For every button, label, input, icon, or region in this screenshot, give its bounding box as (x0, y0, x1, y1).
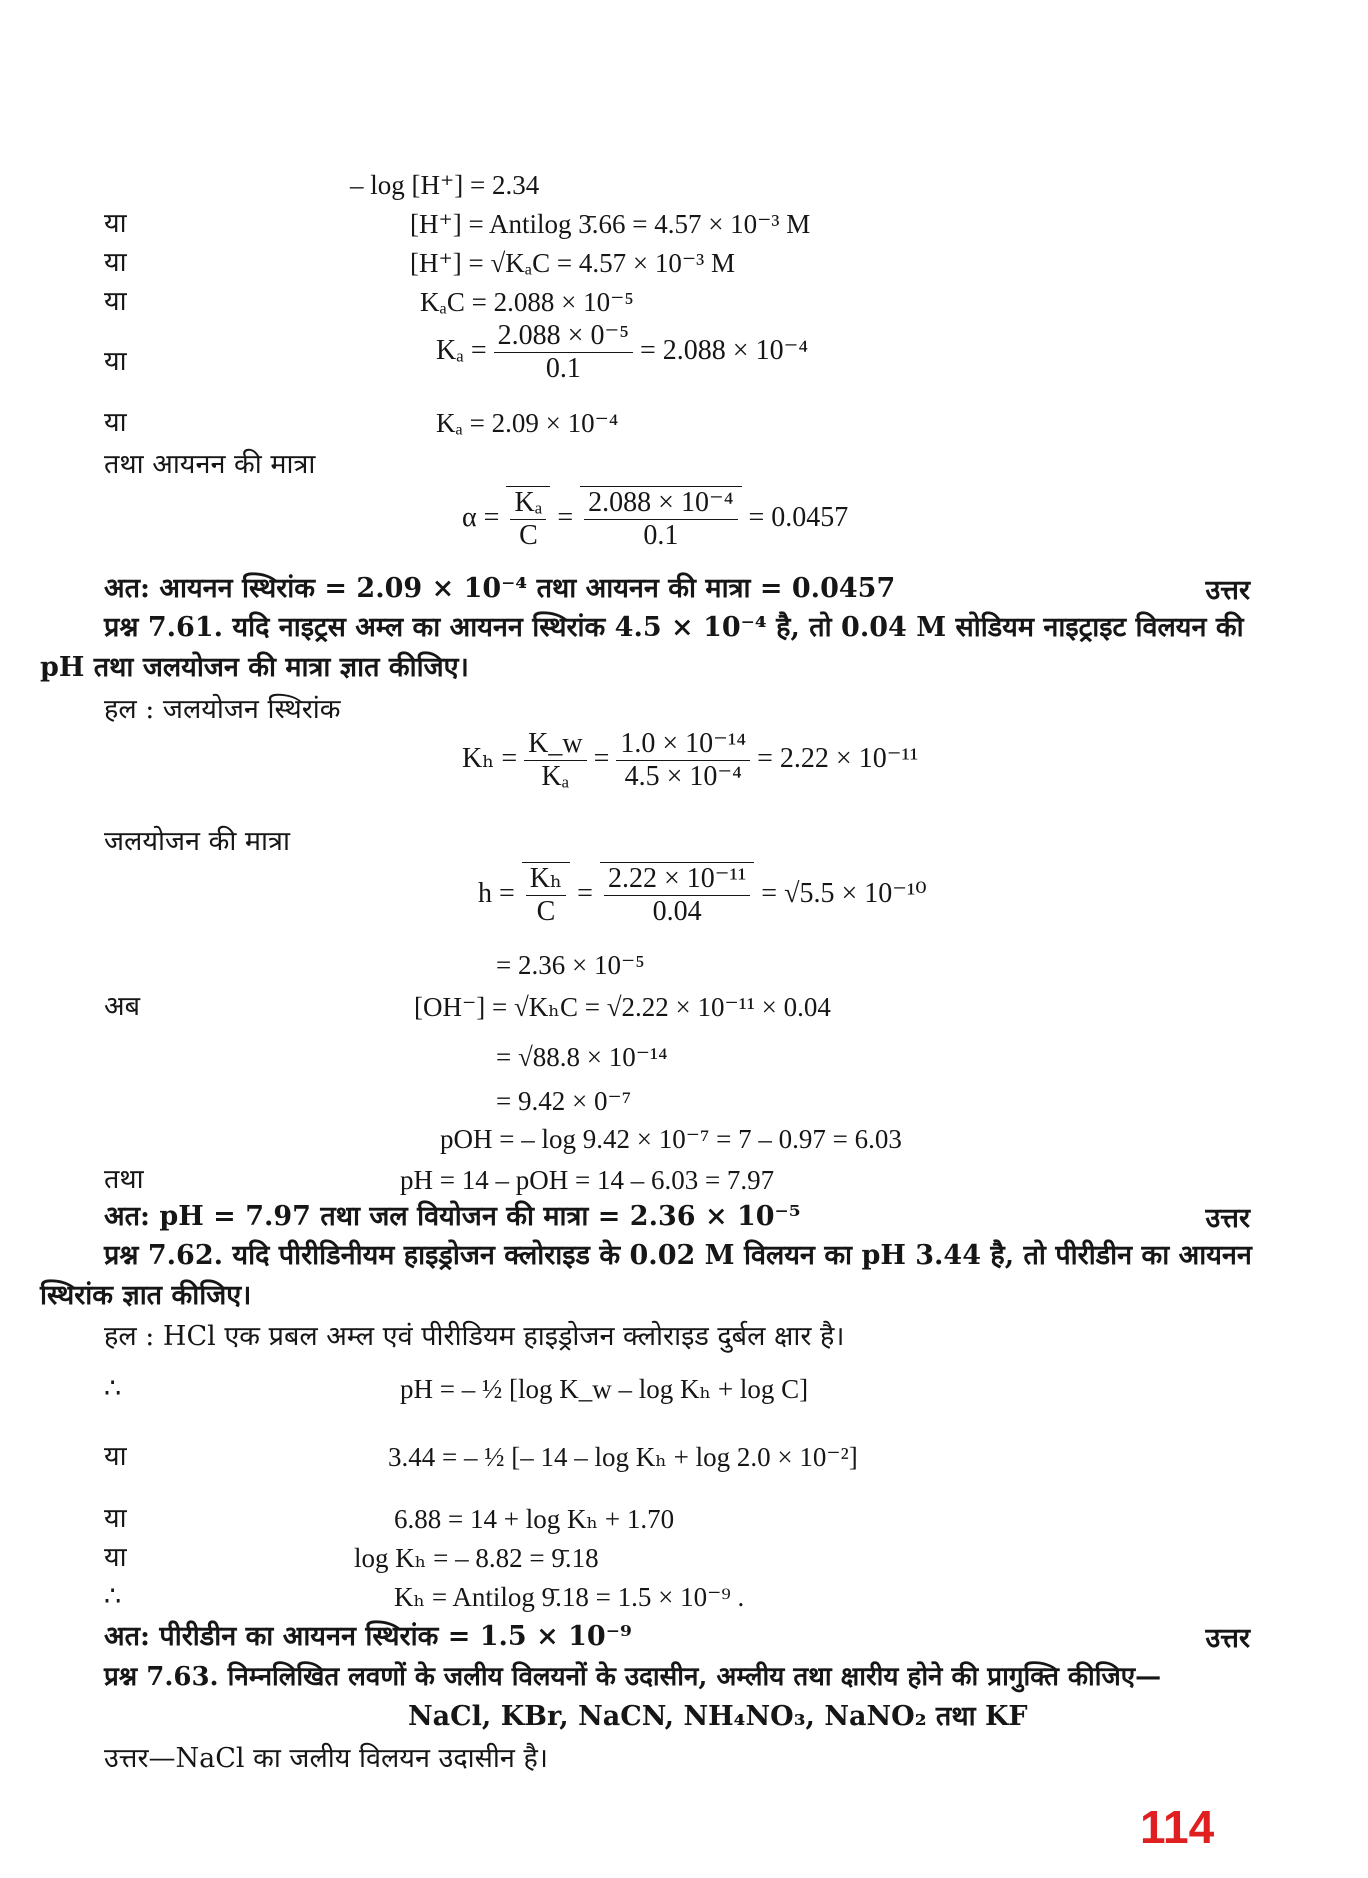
result-ph: अत: pH = 7.97 तथा जल वियोजन की मात्रा = 2.36 × 10⁻⁵ (104, 1201, 801, 1232)
label-ya-4: या (104, 346, 127, 377)
label-ya-6: या (104, 1441, 127, 1472)
label-ya-3: या (104, 286, 127, 317)
result-pyridine-kb: अत: पीरीडीन का आयनन स्थिरांक = 1.5 × 10⁻⁹ (104, 1621, 632, 1652)
equation-kh: Kₕ = $\frac{K\_w}{\text{Kₐ}}$ = $\frac{\text{1.0 × 10⁻¹⁴}}{\text{4.5 × 10⁻⁴}}$ = 2.22 × 10⁻¹¹ (462, 728, 919, 792)
equation-oh-1: [OH⁻] = √KₕC = √2.22 × 10⁻¹¹ × 0.04 (414, 992, 831, 1022)
answer-label-3: उत्तर (1205, 1623, 1250, 1654)
salts-list: NaCl, KBr, NaCN, NH₄NO₃, NaNO₂ तथा KF (408, 1701, 1028, 1732)
question-7-61: प्रश्न 7.61. यदि नाइट्रस अम्ल का आयनन स्थिरांक 4.5 × 10⁻⁴ है, तो 0.04 M सोडियम नाइट्राइट विलयन की pH तथा जलयोजन की मात्रा ज्ञात कीजिए। (40, 612, 1244, 683)
equation-ka-value: Kₐ = 2.09 × 10⁻⁴ (436, 408, 619, 438)
label-ya-2: या (104, 247, 127, 278)
equation-h-sqrt: [H⁺] = √KₐC = 4.57 × 10⁻³ M (410, 248, 735, 278)
label-tatha: तथा (104, 1164, 144, 1195)
answer-label-1: उत्तर (1205, 575, 1250, 606)
ionization-degree-label: तथा आयनन की मात्रा (104, 449, 316, 480)
label-therefore-2: ∴ (104, 1581, 122, 1612)
label-therefore-1: ∴ (104, 1373, 122, 1404)
equation-ph-substituted: 3.44 = – ½ [– 14 – log Kₕ + log 2.0 × 10⁻²] (388, 1442, 858, 1472)
equation-h-value: = 2.36 × 10⁻⁵ (496, 950, 645, 980)
question-7-63: प्रश्न 7.63. निम्नलिखित लवणों के जलीय विलयनों के उदासीन, अम्लीय तथा क्षारीय होने की प्रागुक्ति कीजिए— (104, 1662, 1162, 1692)
solution-7-62-heading: हल : HCl एक प्रबल अम्ल एवं पीरीडियम हाइड्रोजन क्लोराइड दुर्बल क्षार है। (104, 1321, 845, 1352)
question-7-62: प्रश्न 7.62. यदि पीरीडिनीयम हाइड्रोजन क्लोराइड के 0.02 M विलयन का pH 3.44 है, तो पीरीडीन का आयनन स्थिरांक ज्ञात कीजिए। (40, 1240, 1252, 1311)
equation-log-kh: log Kₕ = – 8.82 = 9̄.18 (354, 1543, 599, 1573)
label-ya-5: या (104, 407, 127, 438)
equation-alpha: α = $\frac{\text{Kₐ}}{C}$ = $\frac{\text{2.088 × 10⁻⁴}}{0.1}$ = 0.0457 (462, 487, 849, 551)
label-ya-8: या (104, 1542, 127, 1573)
equation-oh-3: = 9.42 × 0⁻⁷ (496, 1086, 632, 1116)
solution-7-61-heading: हल : जलयोजन स्थिरांक (104, 694, 341, 725)
label-ab: अब (104, 991, 141, 1022)
equation-neg-log-h: – log [H⁺] = 2.34 (350, 170, 540, 200)
equation-h-antilog: [H⁺] = Antilog 3̄.66 = 4.57 × 10⁻³ M (410, 209, 811, 239)
equation-poh: pOH = – log 9.42 × 10⁻⁷ = 7 – 0.97 = 6.03 (440, 1124, 902, 1154)
result-ionization: अत: आयनन स्थिरांक = 2.09 × 10⁻⁴ तथा आयनन की मात्रा = 0.0457 (104, 573, 896, 604)
label-ya-1: या (104, 208, 127, 239)
equation-ka-fraction: Kₐ = $\frac{\text{2.088 × 0⁻⁵}}{0.1}$ = 2.088 × 10⁻⁴ (436, 320, 809, 384)
equation-kh-value: Kₕ = Antilog 9̄.18 = 1.5 × 10⁻⁹ . (394, 1582, 745, 1612)
answer-7-63: उत्तर—NaCl का जलीय विलयन उदासीन है। (104, 1743, 549, 1774)
equation-ph: pH = 14 – pOH = 14 – 6.03 = 7.97 (400, 1165, 775, 1195)
hydrolysis-degree-label: जलयोजन की मात्रा (104, 826, 290, 857)
equation-kac: KₐC = 2.088 × 10⁻⁵ (420, 287, 634, 317)
equation-oh-2: = √88.8 × 10⁻¹⁴ (496, 1042, 668, 1072)
equation-h: h = $\frac{\text{Kₕ}}{C}$ = $\frac{\text{2.22 × 10⁻¹¹}}{0.04}$ = √5.5 × 10⁻¹⁰ (478, 863, 927, 927)
equation-ph-simplified: 6.88 = 14 + log Kₕ + 1.70 (394, 1504, 675, 1534)
equation-ph-formula: pH = – ½ [log K_w – log Kₕ + log C] (400, 1374, 809, 1404)
answer-label-2: उत्तर (1205, 1203, 1250, 1234)
page-number: 114 (1140, 1801, 1215, 1853)
label-ya-7: या (104, 1503, 127, 1534)
